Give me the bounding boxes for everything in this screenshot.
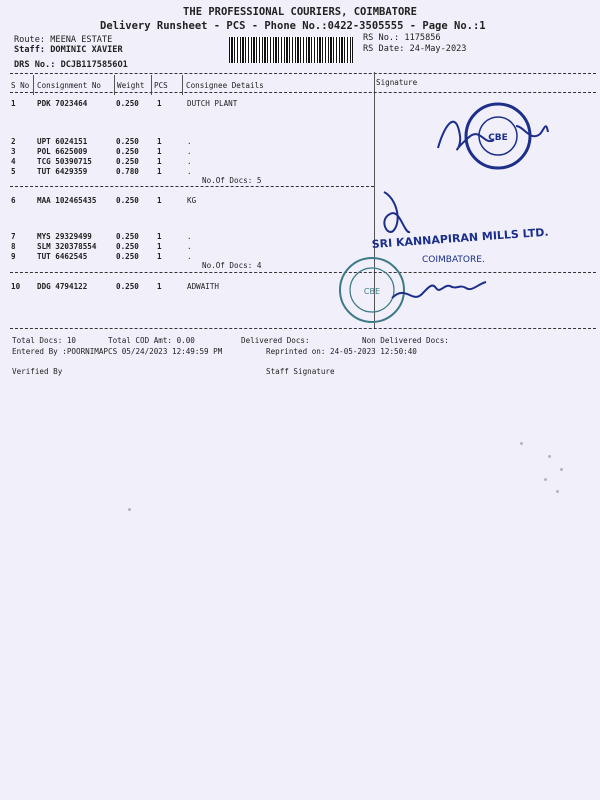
entered-by: Entered By :POORNIMAPCS 05/24/2023 12:49:59 PM bbox=[12, 347, 223, 356]
speckle bbox=[560, 468, 563, 471]
row-consignment: DDG 4794122 bbox=[37, 282, 88, 291]
row-consignment: SLM 320378554 bbox=[37, 242, 97, 251]
sri-kannapiran-name: SRI KANNAPIRAN MILLS LTD. bbox=[371, 225, 550, 251]
row-consignment: POL 6625009 bbox=[37, 147, 88, 156]
speckle bbox=[556, 490, 559, 493]
row-sno: 6 bbox=[11, 196, 16, 205]
row-pcs: 1 bbox=[157, 242, 162, 251]
row-weight: 0.250 bbox=[116, 99, 139, 108]
row-details: DUTCH PLANT bbox=[187, 99, 238, 108]
row-weight: 0.250 bbox=[116, 242, 139, 251]
row-details: . bbox=[187, 242, 192, 251]
col-header-sno: S No bbox=[11, 81, 30, 90]
speckle bbox=[520, 442, 523, 445]
row-weight: 0.780 bbox=[116, 167, 139, 176]
row-consignment: TUT 6429359 bbox=[37, 167, 88, 176]
col-header-consignee: Consignee Details bbox=[186, 81, 264, 90]
speckle bbox=[548, 455, 551, 458]
row-details: ADWAITH bbox=[187, 282, 220, 291]
group-docs-count: No.Of Docs: 4 bbox=[202, 261, 262, 270]
row-details: . bbox=[187, 157, 192, 166]
col-header-consignment: Consignment No bbox=[37, 81, 102, 90]
runsheet-title: Delivery Runsheet - PCS - Phone No.:0422-3505555 - Page No.:1 bbox=[100, 20, 486, 32]
row-weight: 0.250 bbox=[116, 147, 139, 156]
row-details: KG bbox=[187, 196, 197, 205]
row-sno: 4 bbox=[11, 157, 16, 166]
row-pcs: 1 bbox=[157, 157, 162, 166]
group-docs-count: No.Of Docs: 5 bbox=[202, 176, 262, 185]
speckle bbox=[128, 508, 131, 511]
row-consignment: TCG 50390715 bbox=[37, 157, 92, 166]
row-sno: 2 bbox=[11, 137, 16, 146]
non-delivered-docs: Non Delivered Docs: bbox=[362, 336, 449, 345]
row-sno: 10 bbox=[11, 282, 21, 291]
reprinted-on: Reprinted on: 24-05-2023 12:50:40 bbox=[266, 347, 417, 356]
row-pcs: 1 bbox=[157, 232, 162, 241]
total-cod: Total COD Amt: 0.00 bbox=[108, 336, 195, 345]
col-header-signature: Signature bbox=[376, 78, 418, 87]
row-details: . bbox=[187, 167, 192, 176]
divider bbox=[10, 92, 596, 93]
row-consignment: UPT 6024151 bbox=[37, 137, 88, 146]
row-pcs: 1 bbox=[157, 99, 162, 108]
row-weight: 0.250 bbox=[116, 157, 139, 166]
staff: Staff: DOMINIC XAVIER bbox=[14, 45, 123, 55]
row-details: . bbox=[187, 232, 192, 241]
row-details: . bbox=[187, 137, 192, 146]
row-sno: 9 bbox=[11, 252, 16, 261]
rs-date: RS Date: 24-May-2023 bbox=[363, 44, 467, 54]
row-weight: 0.250 bbox=[116, 196, 139, 205]
drs-number: DRS No.: DCJB1175856O1 bbox=[14, 60, 128, 70]
round-stamp-center: CBE bbox=[363, 287, 381, 296]
row-details: . bbox=[187, 147, 192, 156]
round-stamp bbox=[336, 254, 516, 329]
sri-kannapiran-city: COIMBATORE. bbox=[422, 255, 485, 265]
route: Route: MEENA ESTATE bbox=[14, 35, 113, 45]
barcode bbox=[229, 37, 353, 63]
staff-signature: Staff Signature bbox=[266, 367, 335, 376]
row-sno: 3 bbox=[11, 147, 16, 156]
row-weight: 0.250 bbox=[116, 252, 139, 261]
rs-number: RS No.: 1175856 bbox=[363, 33, 441, 43]
row-consignment: PDK 7023464 bbox=[37, 99, 88, 108]
delivered-docs: Delivered Docs: bbox=[241, 336, 310, 345]
row-sno: 5 bbox=[11, 167, 16, 176]
col-header-weight: Weight bbox=[117, 81, 145, 90]
divider bbox=[10, 73, 596, 74]
divider bbox=[10, 186, 374, 187]
row-pcs: 1 bbox=[157, 147, 162, 156]
row-weight: 0.250 bbox=[116, 232, 139, 241]
dutch-plant-stamp bbox=[420, 96, 560, 176]
total-docs: Total Docs: 10 bbox=[12, 336, 77, 345]
row-pcs: 1 bbox=[157, 167, 162, 176]
speckle bbox=[544, 478, 547, 481]
row-sno: 8 bbox=[11, 242, 16, 251]
row-sno: 7 bbox=[11, 232, 16, 241]
row-pcs: 1 bbox=[157, 252, 162, 261]
col-header-pcs: PCS bbox=[154, 81, 168, 90]
dutch-plant-stamp-center: CBE bbox=[488, 133, 508, 143]
row-pcs: 1 bbox=[157, 282, 162, 291]
row-details: . bbox=[187, 252, 192, 261]
row-sno: 1 bbox=[11, 99, 16, 108]
row-weight: 0.250 bbox=[116, 282, 139, 291]
row-consignment: MYS 29329499 bbox=[37, 232, 92, 241]
row-consignment: MAA 102465435 bbox=[37, 196, 97, 205]
verified-by: Verified By bbox=[12, 367, 63, 376]
row-consignment: TUT 6462545 bbox=[37, 252, 88, 261]
row-pcs: 1 bbox=[157, 196, 162, 205]
row-weight: 0.250 bbox=[116, 137, 139, 146]
company-title: THE PROFESSIONAL COURIERS, COIMBATORE bbox=[183, 6, 417, 18]
row-pcs: 1 bbox=[157, 137, 162, 146]
